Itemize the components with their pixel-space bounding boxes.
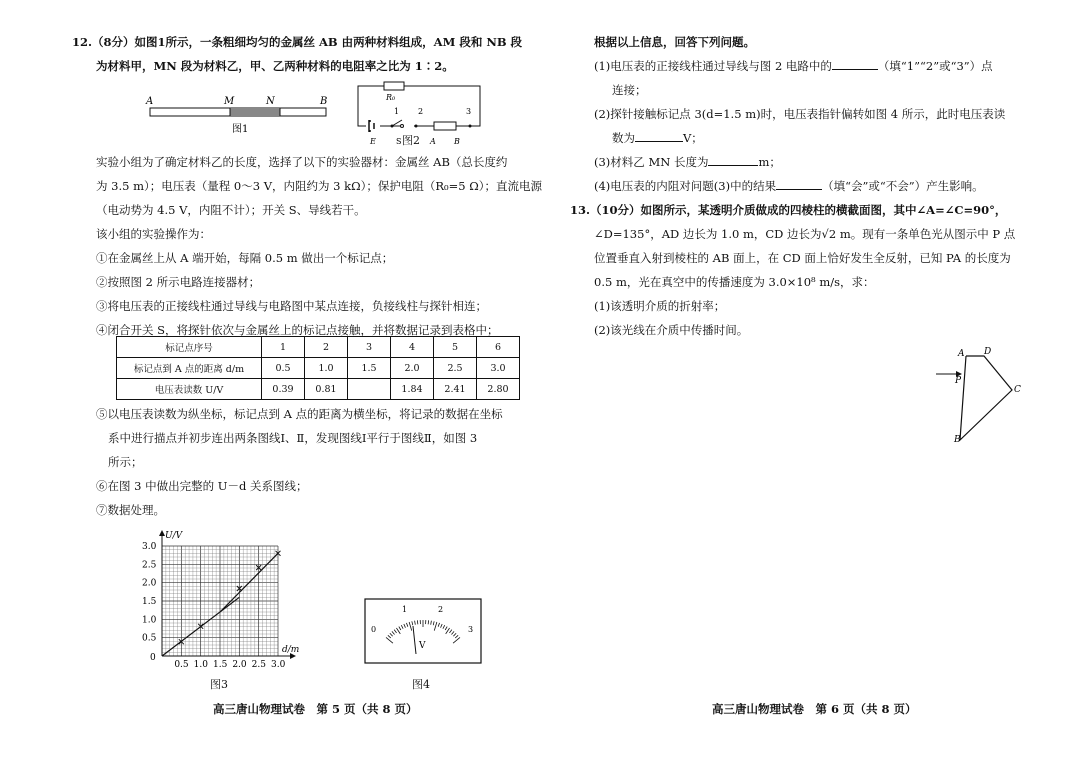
table-cell [348,379,391,400]
q13-sub1: (1)该透明介质的折射率； [594,299,726,313]
figure-3-chart [140,528,320,678]
meter-label-0: 0 [371,625,377,634]
table-cell: 1.84 [391,379,434,400]
y-tick-label: 2.5 [142,560,157,571]
fig2-label-2: 2 [418,107,424,116]
answer-intro: 根据以上信息，回答下列问题。 [594,35,755,49]
prism-label-b: B [954,435,961,445]
x-tick-label: 1.5 [213,660,228,670]
table-cell: 2 [305,337,348,358]
meter-label-3: 3 [468,625,474,634]
q1-line2: 连接； [612,83,647,97]
fig2-label-b: B [454,137,460,146]
figure-4-voltmeter [364,598,482,664]
y-tick-label: 1.5 [142,597,157,607]
y-tick-label: 2.0 [142,578,157,589]
question-3 [594,154,781,170]
step-5a: ⑤以电压表读数为纵坐标，标记点到 A 点的距离为横坐标，将记录的数据在坐标 [96,407,503,421]
fig1-caption: 图1 [232,124,249,134]
table-cell: 标记点到 A 点的距离 d/m [117,358,262,379]
y-tick-label: 3.0 [142,542,157,552]
q2-line2 [612,130,703,146]
fig2-label-r0: R₀ [386,93,396,102]
step-3: ③将电压表的正接线柱通过导线与电路图中某点连接，负接线柱与探针相连； [96,299,487,313]
x-tick-label: 3.0 [271,660,286,670]
table-row [117,337,520,358]
prism-label-c: C [1014,385,1021,395]
table-cell: 0.81 [305,379,348,400]
fig2-caption: 图2 [402,134,420,147]
table-cell: 3 [348,337,391,358]
table-cell: 3.0 [477,358,520,379]
table-cell: 1.5 [348,358,391,379]
para-3: （电动势为 4.5 V，内阻不计）；开关 S、导线若干。 [96,203,366,217]
figure-1 [140,94,340,134]
q1-text-a: (1)电压表的正接线柱通过导线与图 2 电路中的 [594,59,832,73]
q12-heading: 12.（8分）如图1所示，一条粗细均匀的金属丝 AB 由两种材料组成，AM 段和 NB 段 [72,35,523,49]
x-tick-label: 1.0 [193,660,208,670]
q13-heading: 13.（10分）如图所示，某透明介质做成的四棱柱的横截面图，其中∠A=∠C=90°， [570,203,1007,217]
table-cell: 0.5 [262,358,305,379]
table-cell: 2.80 [477,379,520,400]
ops-intro: 该小组的实验操作为： [96,227,211,241]
question-4 [594,178,984,194]
x-tick-label: 2.5 [251,660,266,670]
q3-blank [708,165,758,166]
para-1: 实验小组为了确定材料乙的长度，选择了以下的实验器材：金属丝 AB（总长度约 [96,155,508,169]
origin-label: 0 [150,653,156,663]
prism-label-d: D [984,347,992,357]
fig2-label-e: E [370,137,376,146]
q1-text-b: （填“1”“2”或“3”）点 [877,59,993,73]
fig3-caption: 图3 [210,678,228,691]
table-row [117,379,520,400]
fig1-label-n: N [266,96,275,107]
table-row [117,358,520,379]
table-cell: 5 [434,337,477,358]
table-cell: 6 [477,337,520,358]
q4-blank [776,189,822,190]
table-cell: 电压表读数 U/V [117,379,262,400]
q13-line3: 位置垂直入射到棱柱的 AB 面上，在 CD 面上恰好发生全反射，已知 PA 的长度为 [594,251,1011,265]
step-1: ①在金属丝上从 A 端开始，每隔 0.5 m 做出一个标记点； [96,251,394,265]
footer-left: 高三唐山物理试卷 第 5 页（共 8 页） [213,702,418,716]
prism-figure [930,344,1030,450]
fig1-label-a: A [146,96,154,107]
fig2-label-s: S [396,137,402,146]
q13-line4: 0.5 m，光在真空中的传播速度为 3.0×10⁸ m/s，求： [594,275,875,289]
q12-line2: 为材料甲，MN 段为材料乙，甲、乙两种材料的电阻率之比为 1∶2。 [96,59,454,73]
table-cell: 1 [262,337,305,358]
meter-label-2: 2 [438,605,444,614]
step-4: ④闭合开关 S，将探针依次与金属丝上的标记点接触，并将数据记录到表格中； [96,323,499,337]
table-cell: 1.0 [305,358,348,379]
q3-text-a: (3)材料乙 MN 长度为 [594,155,709,169]
fig4-caption: 图4 [412,678,430,691]
q1-blank [832,69,878,70]
fig2-label-1: 1 [394,107,400,116]
step-5c: 所示； [108,455,143,469]
fig2-label-a: A [430,137,436,146]
x-tick-label: 0.5 [174,660,189,670]
table-cell: 2.5 [434,358,477,379]
step-5b: 系中进行描点并初步连出两条图线Ⅰ、Ⅱ，发现图线Ⅰ平行于图线Ⅱ，如图 3 [108,431,478,445]
fig1-label-m: M [224,96,235,107]
step-6: ⑥在图 3 中做出完整的 U－d 关系图线； [96,479,308,493]
q4-text-a: (4)电压表的内阻对问题(3)中的结果 [594,179,777,193]
q13-line2: ∠D=135°，AD 边长为 1.0 m，CD 边长为√2 m。现有一条单色光从图示中 P 点 [594,227,1016,241]
step-2: ②按照图 2 所示电路连接器材； [96,275,261,289]
x-tick-label: 2.0 [232,660,247,670]
step-7: ⑦数据处理。 [96,503,165,517]
x-axis-label: d/m [282,645,300,655]
q4-text-b: （填“会”或“不会”）产生影响。 [822,179,984,193]
question-2: (2)探针接触标记点 3(d=1.5 m)时，电压表指针偏转如图 4 所示，此时电压表读 [594,107,1006,121]
question-1 [594,58,993,74]
data-table [116,336,520,400]
meter-label-1: 1 [402,605,408,614]
q13-sub2: (2)该光线在介质中传播时间。 [594,323,749,337]
table-cell: 0.39 [262,379,305,400]
table-cell: 2.41 [434,379,477,400]
table-cell: 4 [391,337,434,358]
footer-right: 高三唐山物理试卷 第 6 页（共 8 页） [712,702,917,716]
para-2: 为 3.5 m）；电压表（量程 0～3 V，内阻约为 3 kΩ）；保护电阻（R₀=5 Ω）；直流电源 [96,179,543,193]
fig2-label-3: 3 [466,107,472,116]
y-axis-label: U/V [165,531,183,541]
meter-label-v: V [419,641,426,651]
table-cell: 标记点序号 [117,337,262,358]
prism-label-a: A [958,349,965,359]
fig1-label-b: B [320,96,328,107]
table-cell: 2.0 [391,358,434,379]
q2-text-b: 数为 [612,131,635,145]
y-tick-label: 1.0 [142,615,157,626]
q2-blank [635,141,683,142]
q2-text-c: V； [683,131,703,145]
prism-label-p: P [955,376,962,386]
y-tick-label: 0.5 [142,633,157,644]
q3-text-b: m； [758,155,781,169]
